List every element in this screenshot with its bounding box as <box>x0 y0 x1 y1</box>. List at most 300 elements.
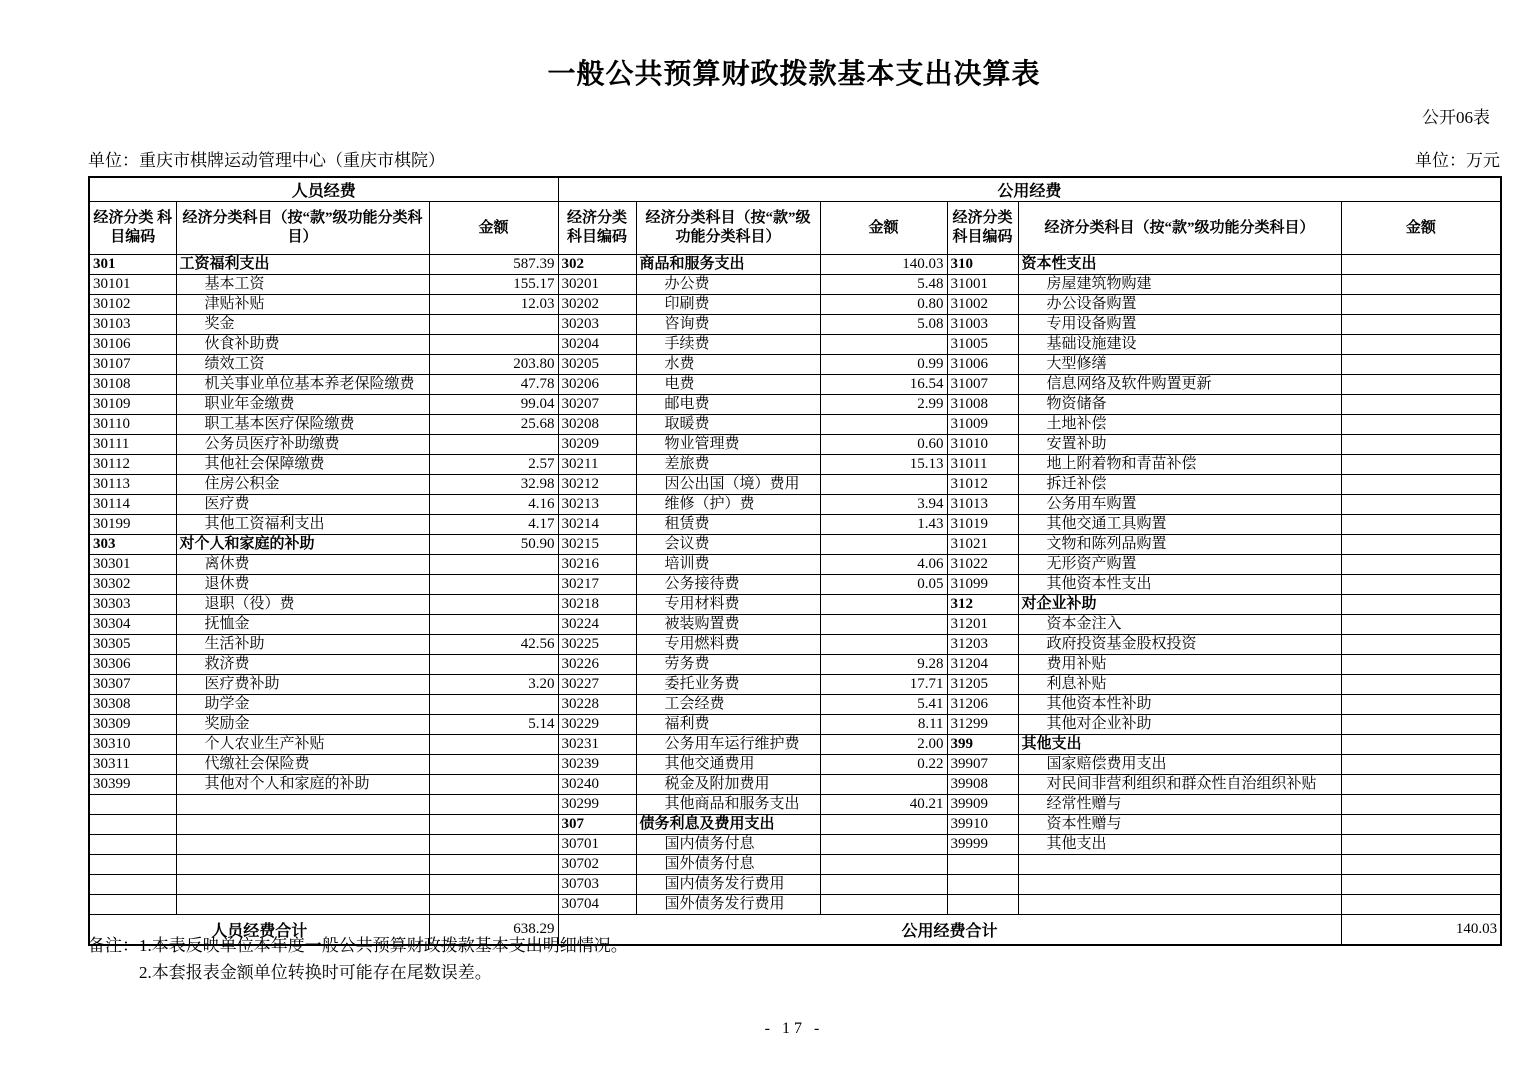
code-cell: 30204 <box>558 335 636 355</box>
amount-cell: 2.99 <box>820 395 947 415</box>
subject-cell: 其他资本性支出 <box>1018 575 1341 595</box>
table-row <box>89 395 1501 415</box>
table-body <box>89 255 1501 915</box>
personnel-group-header: 人员经费 <box>89 177 558 202</box>
subject-cell: 水费 <box>636 355 820 375</box>
table-row <box>89 895 1501 915</box>
public-group-header: 公用经费 <box>558 177 1501 202</box>
group-header-row <box>89 177 1501 202</box>
subject-cell: 工会经费 <box>636 695 820 715</box>
subject-cell: 其他支出 <box>1018 835 1341 855</box>
subject-cell: 伙食补助费 <box>176 335 429 355</box>
amount-cell <box>429 335 558 355</box>
amount-cell <box>429 895 558 915</box>
code-cell: 30228 <box>558 695 636 715</box>
table-row <box>89 595 1501 615</box>
code-cell <box>947 875 1018 895</box>
subject-cell: 其他对企业补助 <box>1018 715 1341 735</box>
amount-cell <box>429 315 558 335</box>
code-cell <box>89 895 176 915</box>
code-cell: 30213 <box>558 495 636 515</box>
subject-cell <box>176 815 429 835</box>
table-row <box>89 515 1501 535</box>
code-cell: 30108 <box>89 375 176 395</box>
table-row <box>89 655 1501 675</box>
amount-cell: 0.80 <box>820 295 947 315</box>
code-cell: 399 <box>947 735 1018 755</box>
subject-cell: 安置补助 <box>1018 435 1341 455</box>
subject-cell: 经常性赠与 <box>1018 795 1341 815</box>
subject-cell: 公务用车购置 <box>1018 495 1341 515</box>
table-row <box>89 475 1501 495</box>
subject-cell: 其他交通费用 <box>636 755 820 775</box>
subject-cell: 信息网络及软件购置更新 <box>1018 375 1341 395</box>
table-row <box>89 575 1501 595</box>
amount-cell <box>820 535 947 555</box>
note-line-1: 备注：1.本表反映单位本年度一般公共预算财政拨款基本支出明细情况。 <box>88 936 628 955</box>
amount-cell <box>1341 295 1501 315</box>
code-cell: 31205 <box>947 675 1018 695</box>
amount-header: 金额 <box>1341 202 1501 255</box>
subject-cell: 会议费 <box>636 535 820 555</box>
subject-cell: 国外债务发行费用 <box>636 895 820 915</box>
subject-cell: 其他资本性补助 <box>1018 695 1341 715</box>
code-cell: 31010 <box>947 435 1018 455</box>
amount-cell: 40.21 <box>820 795 947 815</box>
subject-cell: 国内债务付息 <box>636 835 820 855</box>
code-cell: 39907 <box>947 755 1018 775</box>
subject-cell: 印刷费 <box>636 295 820 315</box>
amount-header: 金额 <box>429 202 558 255</box>
code-cell: 30208 <box>558 415 636 435</box>
subject-cell: 工资福利支出 <box>176 255 429 275</box>
code-cell: 30308 <box>89 695 176 715</box>
table-row <box>89 355 1501 375</box>
subject-cell: 手续费 <box>636 335 820 355</box>
subject-cell: 助学金 <box>176 695 429 715</box>
subject-cell: 其他商品和服务支出 <box>636 795 820 815</box>
amount-cell <box>1341 655 1501 675</box>
amount-cell <box>1341 455 1501 475</box>
code-cell: 312 <box>947 595 1018 615</box>
subject-cell: 债务利息及费用支出 <box>636 815 820 835</box>
amount-cell <box>429 795 558 815</box>
amount-cell <box>1341 575 1501 595</box>
code-cell: 30301 <box>89 555 176 575</box>
table-row <box>89 755 1501 775</box>
subject-cell: 咨询费 <box>636 315 820 335</box>
amount-cell: 3.20 <box>429 675 558 695</box>
code-cell: 31021 <box>947 535 1018 555</box>
subject-cell: 对个人和家庭的补助 <box>176 535 429 555</box>
personnel-total-value: 638.29 <box>429 915 558 946</box>
subject-cell: 地上附着物和青苗补偿 <box>1018 455 1341 475</box>
amount-cell: 0.05 <box>820 575 947 595</box>
code-cell: 30703 <box>558 875 636 895</box>
subject-cell: 退休费 <box>176 575 429 595</box>
amount-cell <box>429 435 558 455</box>
table-row <box>89 695 1501 715</box>
code-cell: 30231 <box>558 735 636 755</box>
table-row <box>89 835 1501 855</box>
code-cell <box>89 855 176 875</box>
amount-cell <box>429 735 558 755</box>
code-header: 经济分类 科目编码 <box>558 202 636 255</box>
amount-cell <box>1341 875 1501 895</box>
subject-cell: 房屋建筑物购建 <box>1018 275 1341 295</box>
subject-cell: 专用设备购置 <box>1018 315 1341 335</box>
personnel-total-label: 人员经费合计 <box>89 915 429 946</box>
code-cell: 31003 <box>947 315 1018 335</box>
code-cell: 30110 <box>89 415 176 435</box>
subject-cell: 抚恤金 <box>176 615 429 635</box>
code-cell: 30702 <box>558 855 636 875</box>
public-total-value: 140.03 <box>1341 915 1501 946</box>
amount-cell <box>1341 795 1501 815</box>
public-total-label: 公用经费合计 <box>558 915 1341 946</box>
amount-cell <box>1341 595 1501 615</box>
subject-cell: 利息补贴 <box>1018 675 1341 695</box>
code-cell: 30209 <box>558 435 636 455</box>
amount-cell: 140.03 <box>820 255 947 275</box>
amount-cell <box>1341 555 1501 575</box>
code-cell: 31011 <box>947 455 1018 475</box>
amount-cell <box>1341 255 1501 275</box>
code-cell: 307 <box>558 815 636 835</box>
subject-cell: 资本金注入 <box>1018 615 1341 635</box>
amount-cell <box>1341 515 1501 535</box>
subject-cell: 无形资产购置 <box>1018 555 1341 575</box>
subject-cell: 津贴补贴 <box>176 295 429 315</box>
subject-cell: 医疗费补助 <box>176 675 429 695</box>
amount-cell <box>1341 635 1501 655</box>
amount-cell: 4.06 <box>820 555 947 575</box>
subject-cell: 生活补助 <box>176 635 429 655</box>
table-row <box>89 455 1501 475</box>
amount-cell <box>820 775 947 795</box>
amount-cell <box>1341 415 1501 435</box>
subject-cell: 奖励金 <box>176 715 429 735</box>
code-cell: 30214 <box>558 515 636 535</box>
subject-cell <box>176 895 429 915</box>
note-line-2: 2.本套报表金额单位转换时可能存在尾数误差。 <box>139 963 492 982</box>
code-cell <box>947 895 1018 915</box>
code-cell: 31013 <box>947 495 1018 515</box>
code-cell: 30224 <box>558 615 636 635</box>
code-cell: 31005 <box>947 335 1018 355</box>
unit-name: 单位：重庆市棋牌运动管理中心（重庆市棋院） <box>88 151 445 170</box>
subject-cell: 奖金 <box>176 315 429 335</box>
subject-cell: 离休费 <box>176 555 429 575</box>
subject-cell: 办公设备购置 <box>1018 295 1341 315</box>
amount-cell: 32.98 <box>429 475 558 495</box>
table-row <box>89 375 1501 395</box>
unit-row <box>88 146 1500 171</box>
subject-cell: 医疗费 <box>176 495 429 515</box>
subject-cell: 费用补贴 <box>1018 655 1341 675</box>
subject-cell: 物业管理费 <box>636 435 820 455</box>
amount-cell <box>820 895 947 915</box>
amount-cell <box>1341 855 1501 875</box>
code-header: 经济分类 科目编码 <box>947 202 1018 255</box>
code-cell: 31008 <box>947 395 1018 415</box>
code-cell: 30239 <box>558 755 636 775</box>
code-cell <box>89 835 176 855</box>
amount-cell <box>820 475 947 495</box>
code-cell: 31022 <box>947 555 1018 575</box>
subject-cell: 公务用车运行维护费 <box>636 735 820 755</box>
amount-cell <box>820 615 947 635</box>
code-cell <box>89 875 176 895</box>
subject-cell: 对民间非营利组织和群众性自治组织补贴 <box>1018 775 1341 795</box>
code-cell: 30225 <box>558 635 636 655</box>
code-cell: 30704 <box>558 895 636 915</box>
code-header: 经济分类 科目编码 <box>89 202 176 255</box>
code-cell: 301 <box>89 255 176 275</box>
code-cell: 39908 <box>947 775 1018 795</box>
amount-cell: 1.43 <box>820 515 947 535</box>
amount-cell <box>1341 735 1501 755</box>
subject-cell: 基础设施建设 <box>1018 335 1341 355</box>
subject-cell <box>1018 855 1341 875</box>
code-cell: 31012 <box>947 475 1018 495</box>
subject-cell: 劳务费 <box>636 655 820 675</box>
amount-cell: 12.03 <box>429 295 558 315</box>
page-title: 一般公共预算财政拨款基本支出决算表 <box>547 59 1041 90</box>
amount-cell <box>429 695 558 715</box>
amount-cell <box>1341 755 1501 775</box>
subject-header: 经济分类科目（按“款”级功能分类科目） <box>1018 202 1341 255</box>
table-row <box>89 255 1501 275</box>
code-cell: 30309 <box>89 715 176 735</box>
table-row <box>89 775 1501 795</box>
code-cell: 31299 <box>947 715 1018 735</box>
amount-cell: 4.17 <box>429 515 558 535</box>
amount-cell <box>429 595 558 615</box>
subject-cell <box>1018 875 1341 895</box>
table-row <box>89 675 1501 695</box>
subject-cell: 对企业补助 <box>1018 595 1341 615</box>
amount-cell <box>1341 535 1501 555</box>
subject-cell: 代缴社会保险费 <box>176 755 429 775</box>
amount-cell: 5.08 <box>820 315 947 335</box>
amount-cell <box>429 835 558 855</box>
code-cell: 30113 <box>89 475 176 495</box>
table-row <box>89 315 1501 335</box>
amount-cell <box>1341 315 1501 335</box>
code-cell: 30101 <box>89 275 176 295</box>
code-cell: 302 <box>558 255 636 275</box>
amount-cell <box>820 815 947 835</box>
code-cell: 31001 <box>947 275 1018 295</box>
subject-cell: 土地补偿 <box>1018 415 1341 435</box>
subject-header: 经济分类科目（按“款”级功能分类科目） <box>636 202 820 255</box>
amount-cell <box>1341 355 1501 375</box>
amount-cell: 16.54 <box>820 375 947 395</box>
table-row <box>89 855 1501 875</box>
subject-cell: 国家赔偿费用支出 <box>1018 755 1341 775</box>
subject-cell: 专用燃料费 <box>636 635 820 655</box>
code-cell: 30701 <box>558 835 636 855</box>
amount-cell <box>429 655 558 675</box>
amount-cell <box>429 875 558 895</box>
code-cell: 30212 <box>558 475 636 495</box>
table-row <box>89 875 1501 895</box>
subject-cell: 被装购置费 <box>636 615 820 635</box>
amount-cell: 5.41 <box>820 695 947 715</box>
subject-cell: 因公出国（境）费用 <box>636 475 820 495</box>
code-cell: 39910 <box>947 815 1018 835</box>
subject-cell: 差旅费 <box>636 455 820 475</box>
subject-cell: 电费 <box>636 375 820 395</box>
code-cell: 310 <box>947 255 1018 275</box>
subject-cell: 专用材料费 <box>636 595 820 615</box>
subject-cell: 职工基本医疗保险缴费 <box>176 415 429 435</box>
amount-cell <box>1341 675 1501 695</box>
expense-table <box>88 176 1502 946</box>
code-cell: 30202 <box>558 295 636 315</box>
amount-cell <box>1341 895 1501 915</box>
amount-cell: 2.00 <box>820 735 947 755</box>
code-cell: 30304 <box>89 615 176 635</box>
code-cell: 30240 <box>558 775 636 795</box>
amount-cell <box>429 755 558 775</box>
table-row <box>89 635 1501 655</box>
amount-cell <box>429 855 558 875</box>
table-row <box>89 415 1501 435</box>
amount-cell: 203.80 <box>429 355 558 375</box>
subject-cell: 其他交通工具购置 <box>1018 515 1341 535</box>
amount-cell <box>429 555 558 575</box>
amount-cell: 0.60 <box>820 435 947 455</box>
amount-cell <box>429 575 558 595</box>
code-cell: 30229 <box>558 715 636 735</box>
code-cell: 30107 <box>89 355 176 375</box>
code-cell: 30305 <box>89 635 176 655</box>
amount-cell <box>429 775 558 795</box>
table-row <box>89 555 1501 575</box>
subject-cell <box>1018 895 1341 915</box>
subject-cell: 文物和陈列品购置 <box>1018 535 1341 555</box>
code-cell: 30114 <box>89 495 176 515</box>
code-cell: 30310 <box>89 735 176 755</box>
table-row <box>89 615 1501 635</box>
code-cell: 31206 <box>947 695 1018 715</box>
subject-cell: 其他社会保障缴费 <box>176 455 429 475</box>
code-cell: 30203 <box>558 315 636 335</box>
code-cell: 30211 <box>558 455 636 475</box>
amount-cell <box>1341 495 1501 515</box>
amount-cell <box>820 335 947 355</box>
code-cell: 30218 <box>558 595 636 615</box>
page-number: - 17 - <box>764 1020 824 1037</box>
subject-cell <box>176 795 429 815</box>
subject-cell: 其他支出 <box>1018 735 1341 755</box>
subject-cell: 福利费 <box>636 715 820 735</box>
code-cell: 30215 <box>558 535 636 555</box>
code-cell: 31201 <box>947 615 1018 635</box>
subject-cell: 商品和服务支出 <box>636 255 820 275</box>
subject-cell: 资本性支出 <box>1018 255 1341 275</box>
subject-cell: 国内债务发行费用 <box>636 875 820 895</box>
code-cell <box>947 855 1018 875</box>
code-cell: 39999 <box>947 835 1018 855</box>
code-cell: 31204 <box>947 655 1018 675</box>
subject-cell: 绩效工资 <box>176 355 429 375</box>
code-cell <box>89 815 176 835</box>
subject-cell: 邮电费 <box>636 395 820 415</box>
amount-cell <box>1341 815 1501 835</box>
subject-cell: 个人农业生产补贴 <box>176 735 429 755</box>
subject-cell: 国外债务付息 <box>636 855 820 875</box>
amount-cell <box>820 595 947 615</box>
amount-cell: 0.99 <box>820 355 947 375</box>
amount-cell: 99.04 <box>429 395 558 415</box>
table-row <box>89 715 1501 735</box>
code-cell: 31007 <box>947 375 1018 395</box>
amount-cell: 587.39 <box>429 255 558 275</box>
code-cell: 303 <box>89 535 176 555</box>
code-cell: 30199 <box>89 515 176 535</box>
subject-cell: 维修（护）费 <box>636 495 820 515</box>
code-cell: 30306 <box>89 655 176 675</box>
table-row <box>89 795 1501 815</box>
amount-cell <box>820 835 947 855</box>
code-cell: 31009 <box>947 415 1018 435</box>
amount-header: 金额 <box>820 202 947 255</box>
amount-cell <box>1341 335 1501 355</box>
amount-cell <box>820 875 947 895</box>
code-cell: 30103 <box>89 315 176 335</box>
subject-cell: 退职（役）费 <box>176 595 429 615</box>
subject-cell: 资本性赠与 <box>1018 815 1341 835</box>
subject-header: 经济分类科目（按“款”级功能分类科目） <box>176 202 429 255</box>
subject-cell: 委托业务费 <box>636 675 820 695</box>
code-cell: 30201 <box>558 275 636 295</box>
amount-cell <box>1341 835 1501 855</box>
subject-cell: 救济费 <box>176 655 429 675</box>
amount-cell <box>1341 715 1501 735</box>
subject-cell: 税金及附加费用 <box>636 775 820 795</box>
amount-cell: 5.14 <box>429 715 558 735</box>
subject-cell <box>176 855 429 875</box>
amount-cell: 17.71 <box>820 675 947 695</box>
code-cell: 30299 <box>558 795 636 815</box>
amount-cell: 42.56 <box>429 635 558 655</box>
notes <box>88 932 628 986</box>
amount-cell <box>820 855 947 875</box>
amount-cell: 3.94 <box>820 495 947 515</box>
subject-cell <box>176 875 429 895</box>
code-cell: 31019 <box>947 515 1018 535</box>
table-row <box>89 435 1501 455</box>
amount-cell: 15.13 <box>820 455 947 475</box>
amount-cell: 155.17 <box>429 275 558 295</box>
amount-cell: 5.48 <box>820 275 947 295</box>
subject-cell: 基本工资 <box>176 275 429 295</box>
amount-cell <box>820 415 947 435</box>
amount-cell <box>1341 475 1501 495</box>
subject-cell: 培训费 <box>636 555 820 575</box>
code-cell: 30216 <box>558 555 636 575</box>
subject-cell: 机关事业单位基本养老保险缴费 <box>176 375 429 395</box>
table-row <box>89 335 1501 355</box>
table-row <box>89 295 1501 315</box>
subject-cell: 其他工资福利支出 <box>176 515 429 535</box>
subject-cell: 大型修缮 <box>1018 355 1341 375</box>
amount-cell <box>1341 615 1501 635</box>
amount-cell: 0.22 <box>820 755 947 775</box>
